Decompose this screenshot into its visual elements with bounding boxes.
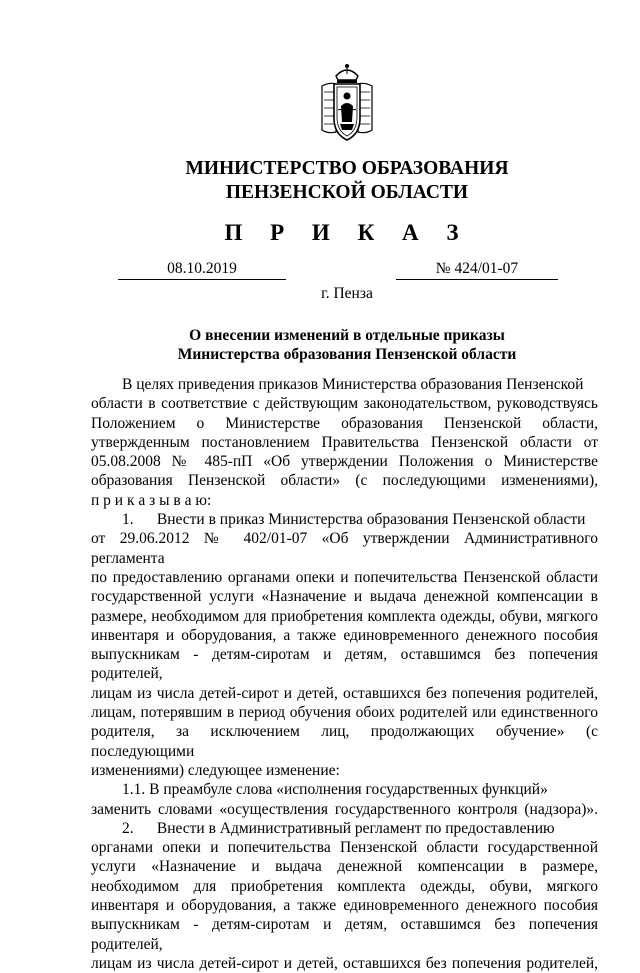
subject-line-1: О внесении изменений в отдельные приказы <box>189 327 505 344</box>
body-line: выпускникам - детям-сиротам и детям, оставшимся без попечения родителей, <box>91 646 598 683</box>
ministry-name-line-1: МИНИСТЕРСТВО ОБРАЗОВАНИЯ <box>185 158 509 179</box>
body-line: по предоставлению органами опеки и попечительства Пензенской области <box>91 568 598 586</box>
body-line: 1. Внести в приказ Министерства образования Пензенской области <box>91 511 586 529</box>
body-line: образования Пензенской области» (с последующими изменениями), <box>91 472 598 490</box>
order-number: № 424/01-07 <box>396 260 558 280</box>
coat-of-arms-emblem <box>316 62 378 142</box>
body-line: услуги «Назначение и выдача денежной компенсации в размере, <box>91 858 598 876</box>
body-line: необходимом для приобретения комплекта одежды, обуви, мягкого <box>91 877 598 895</box>
ministry-name-line-2: ПЕНЗЕНСКОЙ ОБЛАСТИ <box>225 182 469 203</box>
body-line: заменить словами «осуществления государственного контроля (надзора)». <box>91 800 598 818</box>
body-line: инвентаря и оборудования, а также единовременного денежного пособия <box>91 897 598 915</box>
body-line: 1.1. В преамбуле слова «исполнения государственных функций» <box>91 781 548 799</box>
body-line: от 29.06.2012 № 402/01-07 «Об утверждении Административного регламента <box>91 530 598 567</box>
body-line: области в соответствие с действующим законодательством, руководствуясь <box>91 395 598 413</box>
body-line: изменениями) следующее изменение: <box>91 761 340 779</box>
body-line: В целях приведения приказов Министерства образования Пензенской <box>91 376 584 393</box>
body-line: государственной услуги «Назначение и выдача денежной компенсации в <box>91 588 598 606</box>
body-line: родителя, за исключением лиц, продолжающих обучение» (с последующими <box>91 723 598 760</box>
body-line: 2. Внести в Административный регламент по предоставлению <box>91 819 555 837</box>
body-line: лицам из числа детей-сирот и детей, оставшихся без попечения родителей, <box>91 954 598 972</box>
body-line: 05.08.2008 № 485-пП «Об утверждении Положения о Министерстве <box>91 453 598 471</box>
document-type-title: П Р И К А З <box>224 220 470 245</box>
body-line: выпускникам - детям-сиротам и детям, оставшимся без попечения родителей, <box>91 916 598 953</box>
body-line: утвержденным постановлением Правительства Пензенской области от <box>91 433 598 451</box>
document-body <box>91 375 598 973</box>
order-city: г. Пенза <box>321 285 373 302</box>
body-line: Положением о Министерстве образования Пензенской области, <box>91 414 598 432</box>
body-line: лицам, потерявшим в период обучения обоих родителей или единственного <box>91 704 598 722</box>
body-line: лицам из числа детей-сирот и детей, оставшихся без попечения родителей, <box>91 684 598 702</box>
body-line: размере, необходимом для приобретения комплекта одежды, обуви, мягкого <box>91 607 598 625</box>
order-date: 08.10.2019 <box>118 260 286 280</box>
body-line: органами опеки и попечительства Пензенской области государственной <box>91 839 598 857</box>
body-line: п р и к а з ы в а ю: <box>91 491 212 509</box>
subject-line-2: Министерства образования Пензенской области <box>177 346 517 363</box>
body-line: инвентаря и оборудования, а также единовременного денежного пособия <box>91 626 598 644</box>
